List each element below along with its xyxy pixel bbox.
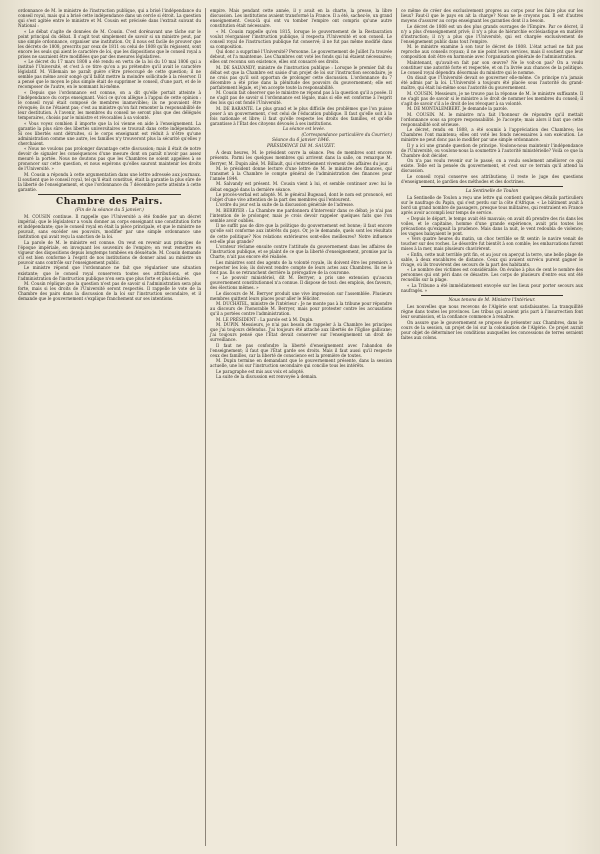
paragraph: La parole de M. le ministre est connue. On veut en revenir aux principes de l'époque impériale, en invoquant les souvenirs de l'empire; on veut remettre en vigueur des dispositions depuis longtemps tombées en désuétude. M. Cousin demande s'il est bien conforme à l'esprit de nos institutions de donner ainsi au ministre un pouvoir sans contrôle sur l'enseignement public. bbox=[18, 239, 201, 266]
paragraph: « La Tribune a été immédiatement envoyée sur les lieux pour porter secours aux naufragés. » bbox=[401, 282, 583, 293]
paragraph: M. le président donne lecture d'une lettre de M. le ministre des finances, qui transmet à la Chambre le compte général de l'administration des finances pour l'année 1844. bbox=[210, 165, 392, 182]
paragraph: Le ministre répond que l'ordonnance ne fait que régulariser une situation existante; que le conseil royal conservera toutes ses attributions, et que l'administration de l'instruction publique n'en sera que plus forte et plus éclairée. bbox=[18, 265, 201, 281]
paragraph: M. DUCHÂTEL, ministre de l'intérieur : Je ne monte pas à la tribune pour répondre au discours de l'honorable M. Berryer, mais pour protester contre les accusations qu'il a portées contre l'administration. bbox=[210, 301, 392, 317]
paragraph: Le décret, rendu en 1808, a été soumis à l'appréciation des Chambres; les Chambres l'ont maintenu; elles ont voté les fonds nécessaires à son exécution. Le ministre ne peut donc pas le modifier par une simple ordonnance. bbox=[401, 127, 583, 143]
paragraph: « Enfin, cette nuit terrible prit fin, et au jour on aperçut la terre, une belle plage de sable, à deux encablures de distance. Ceux qui avaient survécu purent gagner le rivage, où ils trouvèrent des secours de la part des habitants. bbox=[401, 251, 583, 267]
paragraph: Les nouvelles que nous recevons de l'Algérie sont satisfaisantes. La tranquillité règne dans toutes les provinces. Les tribus qui avaient pris part à l'insurrection font leur soumission, et la confiance commence à renaître. bbox=[401, 304, 583, 320]
paragraph: M. COUSIN. Messieurs, je ne trouve pas la réponse de M. le ministre suffisante. Il ne s'agit pas de savoir si le ministre a le droit de nommer les membres du conseil; il s'agit de savoir s'il a le droit de les révoquer à sa volonté. bbox=[401, 90, 583, 106]
paragraph: « Nous ne voulons pas prolonger davantage cette discussion; mais il était de notre devoir de signaler les conséquences d'une mesure dont on paraît n'avoir pas assez mesuré la portée. Nous ne doutons pas que les Chambres ne soient appelées à se prononcer sur cette question, et nous espérons qu'elles sauront maintenir les droits de l'Université. » bbox=[18, 146, 201, 172]
news-heading: Nous tenons de M. Ministre l'Intérieur. bbox=[448, 297, 536, 303]
paragraph: M. COUSIN. M. le ministre m'a fait l'honneur de répondre qu'il mettait l'ordonnance sous sa propre responsabilité. Je l'accepte; mais alors il faut que cette responsabilité soit sérieuse. bbox=[401, 111, 583, 127]
paragraph: La Sentinelle de Toulon a reçu une lettre qui contient quelques détails particuliers sur le naufrage du Papin, qui s'est perdu sur la côte d'Afrique. « Le bâtiment avait à bord un grand nombre de passagers, presque tous militaires, qui rentraient en France après avoir accompli leur temps de service. bbox=[401, 195, 583, 216]
section-divider bbox=[38, 194, 181, 195]
correspondence-heading: (Correspondance particulière du Courrier.) bbox=[301, 131, 392, 137]
paragraph: M. le ministre examine à son tour le décret de 1808. L'état actuel ne fait pas reproche aux conseils royaux; il ne nie point leurs services, mais il soutient que leur composition doit être en harmonie avec l'organisation générale de l'administration. bbox=[401, 44, 583, 60]
column-2 bbox=[205, 8, 396, 846]
column-1 bbox=[14, 8, 205, 846]
paragraph: Il y a ici une grande question de principe. Voulons-nous maintenir l'indépendance de l'Université, ou voulons-nous la soumettre à l'autorité ministérielle? Voilà ce que la Chambre doit décider. bbox=[401, 142, 583, 158]
paragraph: Il faut ne pas confondre la liberté d'enseignement avec l'abandon de l'enseignement; il faut que l'État garde ses droits. Mais il faut aussi qu'il respecte ceux des familles, car la liberté de conscience est la première de toutes. bbox=[210, 342, 392, 358]
chambre-title: Chambre des Pairs. bbox=[56, 197, 163, 208]
paragraph: Le conseil royal conserve ses attributions; il reste le juge des questions d'enseignement, le gardien des méthodes et des doctrines. bbox=[401, 173, 583, 184]
paragraph: M. Cousin a répondu à cette argumentation dans une lettre adressée aux journaux. Il soutient que le conseil royal, tel qu'il était constitué, était la garantie la plus sûre de la liberté de l'enseignement, et que l'ordonnance du 7 décembre porte atteinte à cette garantie. bbox=[18, 171, 201, 192]
paragraph: M. DUPIN. Messieurs, je n'ai pas besoin de rappeler à la Chambre les principes que j'ai toujours défendus. J'ai toujours été attaché aux libertés de l'Église gallicane; j'ai toujours pensé que l'État devait conserver sur l'enseignement un droit de surveillance. bbox=[210, 322, 392, 343]
paragraph: On assure que le gouvernement se propose de présenter aux Chambres, dans le cours de la session, un projet de loi sur la colonisation de l'Algérie. Ce projet aurait pour objet de déterminer les conditions auxquelles les concessions de terres seraient faites aux colons. bbox=[401, 319, 583, 340]
paragraph: « Vous voyez combien il importe que la loi vienne en aide à l'enseignement. La garantie la plus sûre des libertés universitaires se trouvait dans cette indépendance. Si ces libertés sont détruites, si le corps enseignant est réduit à n'être qu'une administration comme une autre, les familles n'y trouveront plus la sécurité qu'elles y cherchaient. bbox=[18, 120, 201, 146]
paragraph: M. COUSIN continue. Il rappelle que l'Université a été fondée par un décret impérial; que le législateur a voulu donner au corps enseignant une constitution forte et indépendante; que le conseil royal en était la pièce principale, et que le ministre ne pouvait, sans excéder ses pouvoirs, modifier par une simple ordonnance une institution qui avait reçu la sanction de la loi. bbox=[18, 214, 201, 240]
chambre-subtitle: (Fin de la séance du 5 janvier.) bbox=[75, 208, 144, 214]
paragraph: Il ne suffit pas de dire que la politique du gouvernement est bonne; il faut encore qu'elle soit conforme aux intérêts du pays. Or, je le demande, quels sont les résultats de cette politique? Nos relations extérieures sont-elles meilleures? Notre influence est-elle plus grande? bbox=[210, 223, 392, 244]
paragraph: M. Dupin termine en demandant que le gouvernement présente, dans la session actuelle, une loi sur l'instruction secondaire qui concilie tous les intérêts. bbox=[210, 358, 392, 369]
columns bbox=[14, 8, 588, 846]
paragraph: Le paragraphe est mis aux voix et adopté. bbox=[216, 368, 305, 374]
section-divider bbox=[421, 295, 563, 296]
paragraph: « Depuis le départ, le temps avait été mauvais; on avait dû prendre des ris dans les voiles, et le capitaine, homme d'une grande expérience, avait pris toutes les précautions qu'exigeait la prudence. Mais dans la nuit, le vent redoubla de violence; les vagues balayaient le pont. bbox=[401, 215, 583, 236]
column-3 bbox=[396, 8, 587, 846]
paragraph: ordonnance de M. le ministre de l'instruction publique, qui a brisé l'indépendance du conseil royal, mais qui a brisé cette indépendance dans un cercle si étroit. La question qui s'est agitée entre le ministre et M. Cousin est précisée dans l'extrait suivant du National : bbox=[18, 8, 201, 29]
paragraph: La suite de la discussion est renvoyée à demain. bbox=[216, 374, 318, 380]
paragraph: M. DE BARANTE. Le plus grand et le plus difficile des problèmes que l'on puisse poser à un gouvernement, c'est celui de l'éducation publique. Il faut qu'elle soit à la fois nationale et libre; il faut qu'elle respecte les droits des familles, et qu'elle garantisse à l'État des citoyens dévoués à ses institutions. bbox=[210, 105, 392, 126]
paragraph: ce même de créer des exclusivement propres au corps pour les faire plus sur les lieux? Faut-il que le pays en ait la charge? Nous ne le croyons pas. Il est d'autres moyens d'assurer au corps enseignant les garanties dont il a besoin. bbox=[401, 8, 583, 24]
paragraph: « Le débat s'agite de données de M. Cousin. C'est dorénavant une tâche sur le point principal du débat. Il s'agit tout simplement de savoir si un ministre peut, par une simple ordonnance, organiser une institution. Or, il nous est facile de prouver que les décrets de 1808, prescrits par ceux de 1811 ou celui de 1808 qu'ils régissent, sont encore les seuls qui aient le caractère de loi, que les dispositions que le conseil royal a prises ne sauraient être modifiées que par des mesures législatives. bbox=[18, 28, 201, 59]
paragraph: M. Cousin fait observer que le ministre ne répond pas à la question qu'il a posée. Il ne s'agit pas de savoir si l'ordonnance est légale, mais si elle est conforme à l'esprit des lois qui ont fondé l'Université. bbox=[210, 90, 392, 106]
paragraph: M. LE PRÉSIDENT : La parole est à M. Dupin. bbox=[216, 316, 314, 322]
paragraph: M. DE SALVANDY, ministre de l'instruction publique : Lorsque le premier fait du débat est que la Chambre est saisie d'un projet de loi sur l'instruction secondaire, je ne crois pas qu'il soit opportun de prolonger cette discussion. L'ordonnance du 7 décembre a été prise dans la plénitude des pouvoirs du gouvernement; elle est parfaitement légale, et j'en accepte toute la responsabilité. bbox=[210, 64, 392, 90]
paragraph: M. Salvandy est présent. M. Cousin vient à lui, et semble continuer avec lui le débat engagé dans la dernière séance. bbox=[210, 181, 392, 192]
paragraph: M. DE MONTALEMBERT. Je demande la parole. bbox=[407, 106, 509, 112]
paragraph: L'ordre du jour est la suite de la discussion générale de l'adresse. bbox=[216, 202, 355, 208]
paragraph: M. Cousin réplique que la question n'est pas de savoir si l'administration sera plus forte, mais si les droits de l'Université seront respectés. Il rappelle le vote de la Chambre des pairs dans la discussion de la loi sur l'instruction secondaire, et il demande que le gouvernement s'explique franchement sur ses intentions. bbox=[18, 281, 201, 302]
paragraph: « Le pouvoir ministériel, dit M. Berryer, a pris une extension qu'aucun gouvernement constitutionnel n'a connue. Il dispose de tout: des emplois, des faveurs, des élections mêmes. » bbox=[210, 275, 392, 291]
paragraph: On disait que l'Université devait se gouverner elle-même. Ce principe n'a jamais été admis par la loi. L'Université a toujours été placée sous l'autorité du grand-maître, qui était lui-même sous l'autorité du gouvernement. bbox=[401, 75, 583, 91]
paragraph: Maintenant, qu'avait-on fait par son œuvre? Ne le voit-on pas? On a voulu constituer une autorité forte et respectée, et on l'a livrée aux chances de la politique. Le conseil royal dépendra désormais du ministre qui le nomme. bbox=[401, 59, 583, 75]
paragraph: « Le décret du 17 mars 1808 a été rendu en vertu de la loi du 10 mai 1806 qui a institué l'Université, et c'est à ce titre qu'on a pu prétendre qu'il avait le caractère législatif. M. Villemain ne paraît guère s'être préoccupé de cette question; il ne semble pas même avoir songé qu'il fallût mettre la moindre sollicitude à la réserver. Il a pensé que le moyen le plus simple était de supprimer le conseil, d'une part, et de le recomposer de l'autre, en le nommant lui-même. bbox=[18, 59, 201, 90]
paragraph: « Vers quatre heures du matin, un choc terrible se fit sentir: le navire venait de toucher sur des roches. Le désordre fut bientôt à son comble; les embarcations furent mises à la mer, mais plusieurs chavirèrent. bbox=[401, 236, 583, 252]
closing-line: La séance est levée. bbox=[282, 126, 326, 132]
paragraph: Le procès-verbal est adopté. M. le général Bugeaud, dont le nom est prononcé, est l'objet d'une vive attention de la part des membres qui l'entourent. bbox=[210, 191, 392, 203]
paragraph: « Le nombre des victimes est considérable. On évalue à plus de cent le nombre des personnes qui ont péri dans ce désastre. Les corps de plusieurs d'entre eux ont été recueillis sur la plage. bbox=[401, 267, 583, 283]
paragraph: M. BERRYER : La Chambre me pardonnera d'intervenir dans ce débat; je n'ai pas l'intention de le prolonger, mais je crois devoir rappeler quelques faits que l'on semble avoir oubliés. bbox=[210, 207, 392, 223]
paragraph: L'orateur réclame ensuite contre l'attitude du gouvernement dans les affaires de l'instruction publique, et se plaint de ce que la liberté d'enseignement, promise par la Charte, n'ait pas encore été réalisée. bbox=[210, 244, 392, 260]
sentinel-heading: La Sentinelle de Toulon bbox=[465, 188, 519, 194]
presidency-line: PRÉSIDENCE DE M. SAUZET. bbox=[267, 144, 335, 150]
paragraph: Le discours de M. Berryer produit une vive impression sur l'assemblée. Plusieurs membres quittent leurs places pour aller le féliciter. bbox=[210, 290, 392, 301]
paragraph: À deux heures, M. le président ouvre la séance. Peu de membres sont encore présents. Parmi les quelques membres qui arrivent dans la salle, on remarque M. Berryer, M. Dupin aîné, M. Billault, qui s'entretiennent vivement des affaires du jour. bbox=[210, 150, 392, 166]
paragraph: empire. Mais pendant cette année, il y avait en la charte, la presse, la libre discussion. Les institutions avaient transformé la France. Il a été, sachez-le, un grand enseignement. Ceux-là qui ont vu tomber l'empire ont compris qu'une autre constitution était nécessaire. bbox=[210, 8, 392, 29]
paragraph: Qui donc a supprimé l'Université? Personne. Le gouvernement de Juillet l'a trouvée debout, et l'a maintenue. Les Chambres ont voté les fonds qui lui étaient nécessaires; elles ont reconnu son existence, elles ont consacré ses droits. bbox=[210, 49, 392, 65]
paragraph: « M. Cousin rappelle qu'en 1815, lorsque le gouvernement de la Restauration voulut réorganiser l'instruction publique, il respecta l'Université et son conseil. Le conseil royal de l'instruction publique fut conservé; il ne fut pas même modifié dans sa composition. bbox=[210, 28, 392, 49]
section-divider bbox=[421, 186, 563, 187]
session-date: Séance du 6 janvier 1846. bbox=[271, 138, 331, 144]
paragraph: « Depuis que l'ordonnance est connue, on a dit qu'elle portait atteinte à l'indépendance du corps enseignant. Voici ce qu'on allègue à l'appui de cette opinion : le conseil royal était composé de membres inamovibles; ils ne pouvaient être révoqués; ils ne l'étaient pas; c'est au ministre qu'on fait remonter la responsabilité de leur destitution. À l'avenir, les membres du conseil ne seront plus que des délégués temporaires, choisis par le ministre et révocables à sa volonté. bbox=[18, 89, 201, 121]
paragraph: Le décret de 1808 est un des plus grands ouvrages de l'Empire. Par ce décret, il n'y a plus d'enseignement privé; il n'y a plus de hiérarchie ecclésiastique en matière d'instruction; il n'y a plus que l'Université, qui est chargée exclusivement de l'enseignement public dans tout l'empire. bbox=[401, 23, 583, 44]
paragraph: Les ministres sont des agents de la volonté royale, ils doivent être les premiers à respecter les lois; ils doivent rendre compte de leurs actes aux Chambres. Ils ne le font pas. Ils se retranchent derrière la prérogative de la couronne. bbox=[210, 259, 392, 275]
paragraph: On n'a pas voulu revenir sur le passé; on a voulu seulement améliorer ce qui existe. Telle est la pensée du gouvernement, et c'est sur ce terrain qu'il attend la discussion. bbox=[401, 158, 583, 174]
